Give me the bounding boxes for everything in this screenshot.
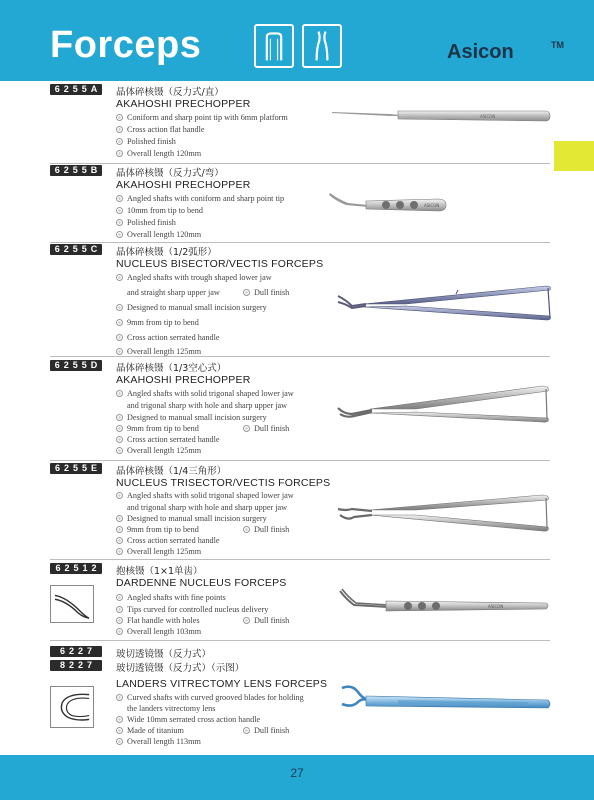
brand-logo: Asicon xyxy=(447,41,514,63)
feature-item-continued: and trigonal sharp with hole and sharp upper jaw xyxy=(127,401,288,410)
product-cn-title: 玻切透镜镊（反力式） xyxy=(116,649,212,660)
svg-text:ASICON: ASICON xyxy=(488,604,504,609)
feature-item: Overall length 103mm xyxy=(116,627,201,636)
finish-option: Dull finish xyxy=(243,424,289,433)
page-number: 27 xyxy=(290,766,304,780)
feature-item: Tips curved for controlled nucleus delivery xyxy=(116,605,268,614)
product-code-badge-secondary: 8227 xyxy=(50,660,102,671)
feature-item: Flat handle with holes xyxy=(116,616,200,625)
product-code-badge: 6255D xyxy=(50,360,102,371)
feature-item: Overall length 125mm xyxy=(116,347,201,356)
prechopper-angled-image xyxy=(328,185,550,221)
section-divider xyxy=(50,163,550,164)
feature-item: Polished finish xyxy=(116,137,176,146)
feature-item-continued: and trigonal sharp with hole and sharp upper jaw xyxy=(127,503,288,512)
product-code-badge: 62512 xyxy=(50,563,102,574)
product-cn-title: 晶体碎核镊（反力式/直） xyxy=(116,87,224,98)
product-en-title: NUCLEUS TRISECTOR/VECTIS FORCEPS xyxy=(116,477,331,489)
product-en-title: AKAHOSHI PRECHOPPER xyxy=(116,374,251,386)
product-code-badge: 6255E xyxy=(50,463,102,474)
section-divider xyxy=(50,640,550,641)
tip-detail-thumbnail xyxy=(50,585,94,623)
feature-item: Cross action flat handle xyxy=(116,125,205,134)
feature-item-continued: and straight sharp upper jaw xyxy=(127,288,220,297)
svg-text:ASICON: ASICON xyxy=(424,203,440,208)
section-divider xyxy=(50,242,550,243)
product-6255b xyxy=(50,165,550,239)
trisector-forceps-image xyxy=(336,487,558,537)
trademark-mark: TM xyxy=(551,40,564,50)
finish-option: Dull finish xyxy=(243,726,289,735)
curved-forceps-icon xyxy=(302,24,342,68)
feature-item: 9mm from tip to bend xyxy=(116,318,199,327)
prechopper-straight-image xyxy=(330,102,552,128)
feature-item: Angled shafts with fine points xyxy=(116,593,226,602)
vitrectomy-lens-forceps-image xyxy=(338,682,554,722)
feature-item: Designed to manual small incision surgery xyxy=(116,514,267,523)
feature-item: Angled shafts with solid trigonal shaped lower jaw xyxy=(116,491,294,500)
feature-item: Overall length 120mm xyxy=(116,149,201,158)
product-62512 xyxy=(50,563,550,639)
section-divider xyxy=(50,559,550,560)
product-6255e xyxy=(50,463,550,559)
product-en-title: AKAHOSHI PRECHOPPER xyxy=(116,179,251,191)
section-divider xyxy=(50,460,550,461)
dardenne-forceps-image xyxy=(338,585,552,619)
prechopper-serrated-image xyxy=(336,378,558,426)
feature-item: Cross action serrated handle xyxy=(116,536,220,545)
section-tab-marker xyxy=(554,141,594,171)
page-title: Forceps xyxy=(50,24,202,66)
product-6255c xyxy=(50,244,550,354)
product-en-title: AKAHOSHI PRECHOPPER xyxy=(116,98,251,110)
straight-forceps-icon xyxy=(254,24,294,68)
tip-detail-thumbnail xyxy=(50,686,94,728)
feature-item: 9mm from tip to bend xyxy=(116,525,199,534)
feature-item: 10mm from tip to bend xyxy=(116,206,203,215)
product-cn-title: 晶体碎核镊（1/3空心式） xyxy=(116,363,227,374)
feature-item: Coniform and sharp point tip with 6mm platform xyxy=(116,113,288,122)
feature-item: Angled shafts with trough shaped lower jaw xyxy=(116,273,272,282)
finish-option: Dull finish xyxy=(243,288,289,297)
feature-item: Made of titanium xyxy=(116,726,184,735)
product-cn-title: 抱核镊（1×1单齿） xyxy=(116,566,203,577)
svg-text:ASICON: ASICON xyxy=(480,114,496,119)
product-6227-8227 xyxy=(50,646,550,750)
feature-item: Designed to manual small incision surgery xyxy=(116,303,267,312)
feature-item: Overall length 120mm xyxy=(116,230,201,239)
product-en-title: LANDERS VITRECTOMY LENS FORCEPS xyxy=(116,678,328,690)
feature-item: Angled shafts with coniform and sharp point tip xyxy=(116,194,284,203)
feature-item: Overall length 125mm xyxy=(116,446,201,455)
product-cn-title: 晶体碎核镊（1/2弧形） xyxy=(116,247,217,258)
feature-item: Designed to manual small incision surgery xyxy=(116,413,267,422)
header-rule xyxy=(0,76,594,81)
feature-item: Cross action serrated handle xyxy=(116,333,220,342)
feature-item: Polished finish xyxy=(116,218,176,227)
product-code-badge: 6227 xyxy=(50,646,102,657)
product-cn-title-secondary: 玻切透镜镊（反力式）（示图） xyxy=(116,663,245,674)
feature-item: Overall length 125mm xyxy=(116,547,201,556)
product-6255a xyxy=(50,84,550,162)
product-en-title: DARDENNE NUCLEUS FORCEPS xyxy=(116,577,287,589)
product-code-badge: 6255A xyxy=(50,84,102,95)
finish-option: Dull finish xyxy=(243,616,289,625)
product-cn-title: 晶体碎核镊（反力式/弯） xyxy=(116,168,224,179)
feature-item: Angled shafts with solid trigonal shaped lower jaw xyxy=(116,389,294,398)
feature-item-continued: the landers vitrectomy lens xyxy=(127,704,216,713)
product-cn-title: 晶体碎核镊（1/4三角形） xyxy=(116,466,227,477)
feature-item: Wide 10mm serrated cross action handle xyxy=(116,715,260,724)
product-code-badge: 6255C xyxy=(50,244,102,255)
header-bar xyxy=(0,0,594,76)
feature-item: Cross action serrated handle xyxy=(116,435,220,444)
bisector-forceps-image xyxy=(336,280,558,324)
product-en-title: NUCLEUS BISECTOR/VECTIS FORCEPS xyxy=(116,258,324,270)
product-code-badge: 6255B xyxy=(50,165,102,176)
feature-item: Overall length 113mm xyxy=(116,737,201,746)
feature-item: Curved shafts with curved grooved blades for holding xyxy=(116,693,304,702)
section-divider xyxy=(50,356,550,357)
feature-item: 9mm from tip to bend xyxy=(116,424,199,433)
finish-option: Dull finish xyxy=(243,525,289,534)
product-6255d xyxy=(50,360,550,460)
